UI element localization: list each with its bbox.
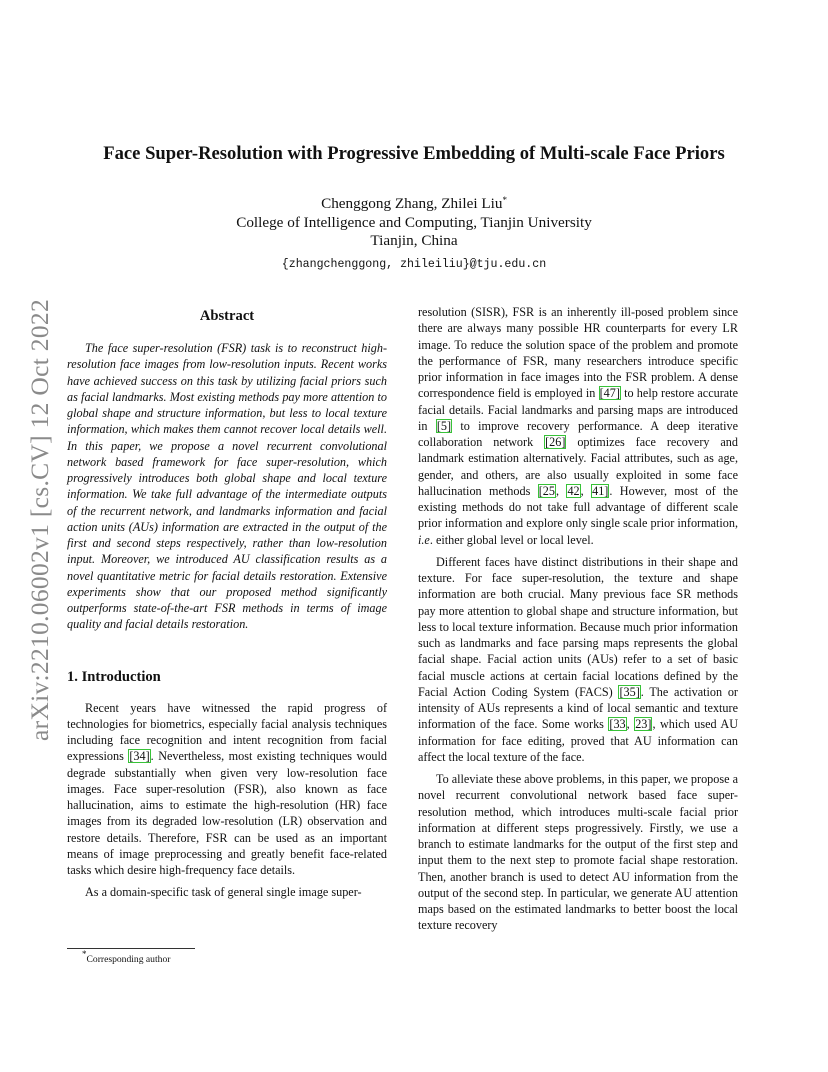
citation-link[interactable]: [25: [538, 483, 555, 498]
citation-link[interactable]: [5]: [436, 418, 452, 433]
author-block: [60, 195, 768, 273]
corresponding-mark: *: [502, 195, 507, 205]
arxiv-identifier: [20, 290, 60, 750]
author-names: Chenggong Zhang, Zhilei Liu: [321, 195, 503, 212]
authors-line: [60, 195, 768, 214]
right-column: [418, 304, 738, 934]
abstract-heading: Abstract: [199, 308, 255, 324]
paper-title: Face Super-Resolution with Progressive Embedding of Multi-scale Face Priors: [103, 143, 725, 164]
citation-link[interactable]: 23]: [635, 717, 652, 732]
author-email[interactable]: {zhangchenggong, zhileiliu}@tju.edu.cn: [281, 257, 547, 271]
intro-paragraph-2: As a domain-specific task of general single image super-: [85, 885, 362, 900]
citation-link[interactable]: [34]: [129, 749, 150, 764]
citation-link[interactable]: [35]: [619, 684, 640, 699]
intro-paragraph-1: Recent years have witnessed the rapid progress of technologies for biometrics, especially facial analysis techniques including face recognition and intent recognition from facial expressions [34]. Nevertheless, most existing techniques would degrade substantially when given very low-resolution face images. Face super-resolution (FSR), also known as face hallucination, aims to estimate the high-resolution (HR) face images from its degraded low-resolution (LR) observation and restore details. Therefore, FSR can be used as an important means of image preprocessing and greatly benefit face-related tasks which desire high-frequency face details.: [67, 700, 387, 877]
introduction-heading: 1. Introduction: [67, 668, 161, 685]
intro-paragraph-3: Different faces have distinct distributions in their shape and texture. For face super-resolution, the texture and shape information are both crucial. Many previous face SR methods pay more attention to global shape and structure information, but less to local texture information. Because much prior information such as landmarks and face parsing maps represents the global facial shape. Facial action units (AUs) refer to a set of basic facial muscle actions at certain facial locations defined by the Facial Action Coding System (FACS) [35]. The activation or intensity of AUs represents a kind of local semantic and texture information of the face. Some works [33, 23], which used AU information for face editing, proved that AU information can affect the local texture of the face.: [418, 554, 739, 764]
citation-link[interactable]: 42: [567, 483, 580, 498]
location: Tianjin, China: [370, 232, 458, 249]
footnote-text: Corresponding author: [86, 954, 171, 965]
affiliation: College of Intelligence and Computing, Tianjin University: [236, 213, 592, 231]
footnote: [82, 949, 171, 966]
footnote-mark: *: [82, 949, 87, 959]
citation-link[interactable]: [26]: [545, 435, 566, 449]
citation-link[interactable]: [33: [609, 717, 626, 732]
citation-link[interactable]: 41]: [592, 483, 609, 498]
abstract-text: The face super-resolution (FSR) task is to reconstruct high-resolution face images from low-resolution inputs. Recent works have achieved success on this task by utilizing facial priors such as facial landmarks. Most existing methods pay more attention to global shape and structure information, but less to local texture information, which makes them cannot recover local details well. In this paper, we propose a novel recurrent convolutional network based framework for face super-resolution, which progressively introduces both global shape and local texture information. We take full advantage of the intermediate outputs of the recurrent network, and landmarks information and facial action units (AUs) information are extracted in the output of the first and second steps respectively, rather than low-resolution input. Moreover, we introduced AU classification results as a novel quantitative metric for facial details restoration. Extensive experiments show that our proposed method significantly outperforms state-of-the-art FSR methods in terms of image quality and facial details restoration.: [67, 341, 387, 632]
intro-paragraph-2-continued: resolution (SISR), FSR is an inherently ill-posed problem since there are always many possible HR counterparts for every LR image. To reduce the solution space of the problem and promote the performance of FSR, many researchers introduce specific prior information in face images into the FSR problem. A dense correspondence field is employed in [47] to help restore accurate facial details. Facial landmarks and parsing maps are introduced in [5] to improve recovery performance. A deep iterative collaboration network [26] optimizes face recovery and landmark estimation alternatively. Facial attributes, such as age, gender, and others, are also usually exploited in some face hallucination methods [25, 42, 41]. However, most of the existing methods do not take full advantage of different scale prior information and explore only single scale prior information, i.e. either global level or local level.: [418, 305, 739, 547]
citation-link[interactable]: [47]: [599, 386, 620, 401]
arxiv-identifier-text: arXiv:2210.06002v1 [cs.CV] 12 Oct 2022: [25, 298, 55, 742]
left-column: [67, 306, 387, 901]
intro-paragraph-4: To alleviate these above problems, in this paper, we propose a novel recurrent convolutional network based face super-resolution method, which introduces multi-scale facial prior information at different steps progressively. Firstly, we use a branch to estimate landmarks for the output of the first step and input them to the next step to promote facial shape restoration. Then, another branch is used to detect AU information from the output of the second step. In particular, we generate AU attention maps based on the estimated landmarks to better boost the local texture recovery: [418, 772, 738, 933]
